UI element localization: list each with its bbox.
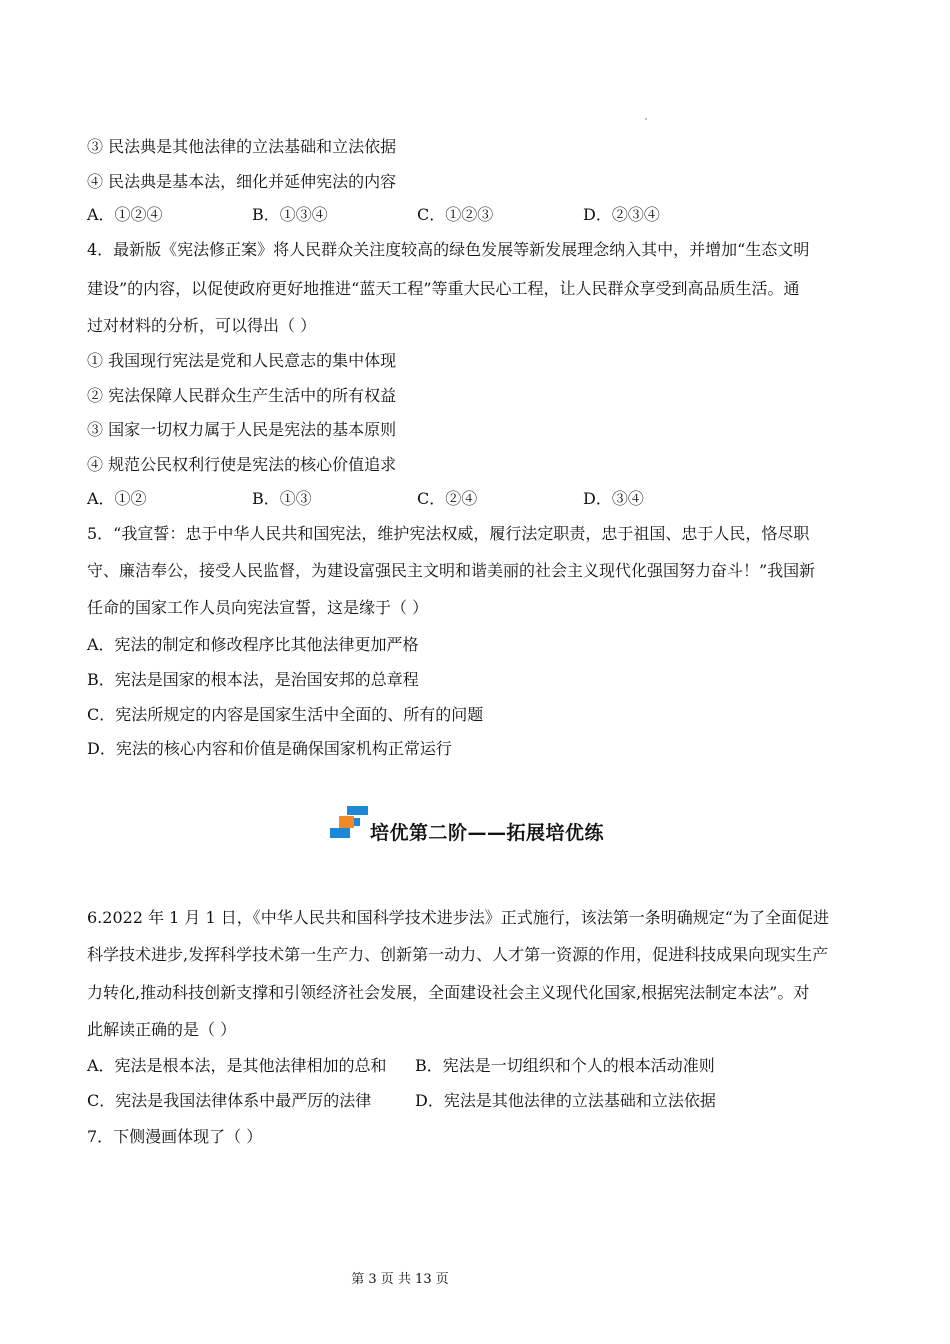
q5-option-d[interactable]: D．宪法的核心内容和价值是确保国家机构正常运行 bbox=[87, 739, 452, 758]
q4-item-2: ② 宪法保障人民群众生产生活中的所有权益 bbox=[87, 386, 397, 405]
q4-option-a[interactable]: A．①② bbox=[87, 489, 147, 508]
q5-option-c[interactable]: C．宪法所规定的内容是国家生活中全面的、所有的问题 bbox=[87, 705, 484, 724]
q6-option-d[interactable]: D．宪法是其他法律的立法基础和立法依据 bbox=[415, 1091, 716, 1110]
q5-stem-line-3: 任命的国家工作人员向宪法宣誓，这是缘于（ ） bbox=[87, 598, 429, 617]
q3-option-c[interactable]: C．①②③ bbox=[417, 205, 494, 224]
q4-stem-line-2: 建设”的内容，以促使政府更好地推进“蓝天工程”等重大民心工程，让人民群众享受到高品质生活。通 bbox=[87, 279, 800, 298]
q5-stem-line-2: 守、廉洁奉公，接受人民监督，为建设富强民主文明和谐美丽的社会主义现代化强国努力奋斗！”我国新 bbox=[87, 561, 816, 580]
q5-option-b[interactable]: B．宪法是国家的根本法，是治国安邦的总章程 bbox=[87, 670, 419, 689]
q6-option-a[interactable]: A．宪法是根本法，是其他法律相加的总和 bbox=[87, 1056, 387, 1075]
q4-stem-line-3: 过对材料的分析，可以得出（ ） bbox=[87, 316, 317, 335]
q6-option-c[interactable]: C．宪法是我国法律体系中最严厉的法律 bbox=[87, 1091, 372, 1110]
q6-stem-line-1: 6.2022 年 1 月 1 日，《中华人民共和国科学技术进步法》正式施行，该法第一条明确规定“为了全面促进 bbox=[87, 908, 829, 927]
q4-item-4: ④ 规范公民权利行使是宪法的核心价值追求 bbox=[87, 455, 397, 474]
q3-option-b[interactable]: B．①③④ bbox=[252, 205, 328, 224]
q3-item-4: ④ 民法典是基本法，细化并延伸宪法的内容 bbox=[87, 172, 397, 191]
page-number: 第 3 页 共 13 页 bbox=[351, 1272, 449, 1287]
q4-item-3: ③ 国家一切权力属于人民是宪法的基本原则 bbox=[87, 420, 397, 439]
q3-option-d[interactable]: D．②③④ bbox=[583, 205, 660, 224]
q6-stem-line-3: 力转化,推动科技创新支撑和引领经济社会发展，全面建设社会主义现代化国家,根据宪法制定本法”。对 bbox=[87, 983, 810, 1002]
q6-option-b[interactable]: B．宪法是一切组织和个人的根本活动准则 bbox=[415, 1056, 715, 1075]
scan-dot bbox=[645, 118, 647, 120]
q5-option-a[interactable]: A．宪法的制定和修改程序比其他法律更加严格 bbox=[87, 635, 419, 654]
q6-stem-line-2: 科学技术进步,发挥科学技术第一生产力、创新第一动力、人才第一资源的作用，促进科技成果向现实生产 bbox=[87, 945, 829, 964]
q6-stem-line-4: 此解读正确的是（ ） bbox=[87, 1020, 237, 1039]
q4-option-b[interactable]: B．①③ bbox=[252, 489, 312, 508]
q5-stem-line-1: 5．“我宣誓：忠于中华人民共和国宪法，维护宪法权威，履行法定职责，忠于祖国、忠于人民，恪尽职 bbox=[87, 524, 810, 543]
q7-stem: 7．下侧漫画体现了（ ） bbox=[87, 1127, 263, 1146]
q4-option-d[interactable]: D．③④ bbox=[583, 489, 644, 508]
q4-item-1: ① 我国现行宪法是党和人民意志的集中体现 bbox=[87, 351, 397, 370]
q4-option-c[interactable]: C．②④ bbox=[417, 489, 478, 508]
section-title: 培优第二阶——拓展培优练 bbox=[370, 822, 605, 844]
q3-item-3: ③ 民法典是其他法律的立法基础和立法依据 bbox=[87, 137, 397, 156]
section-header bbox=[330, 806, 605, 844]
section-badge-icon bbox=[330, 806, 370, 842]
q3-option-a[interactable]: A．①②④ bbox=[87, 205, 163, 224]
q4-stem-line-1: 4．最新版《宪法修正案》将人民群众关注度较高的绿色发展等新发展理念纳入其中，并增加“生态文明 bbox=[87, 240, 810, 259]
